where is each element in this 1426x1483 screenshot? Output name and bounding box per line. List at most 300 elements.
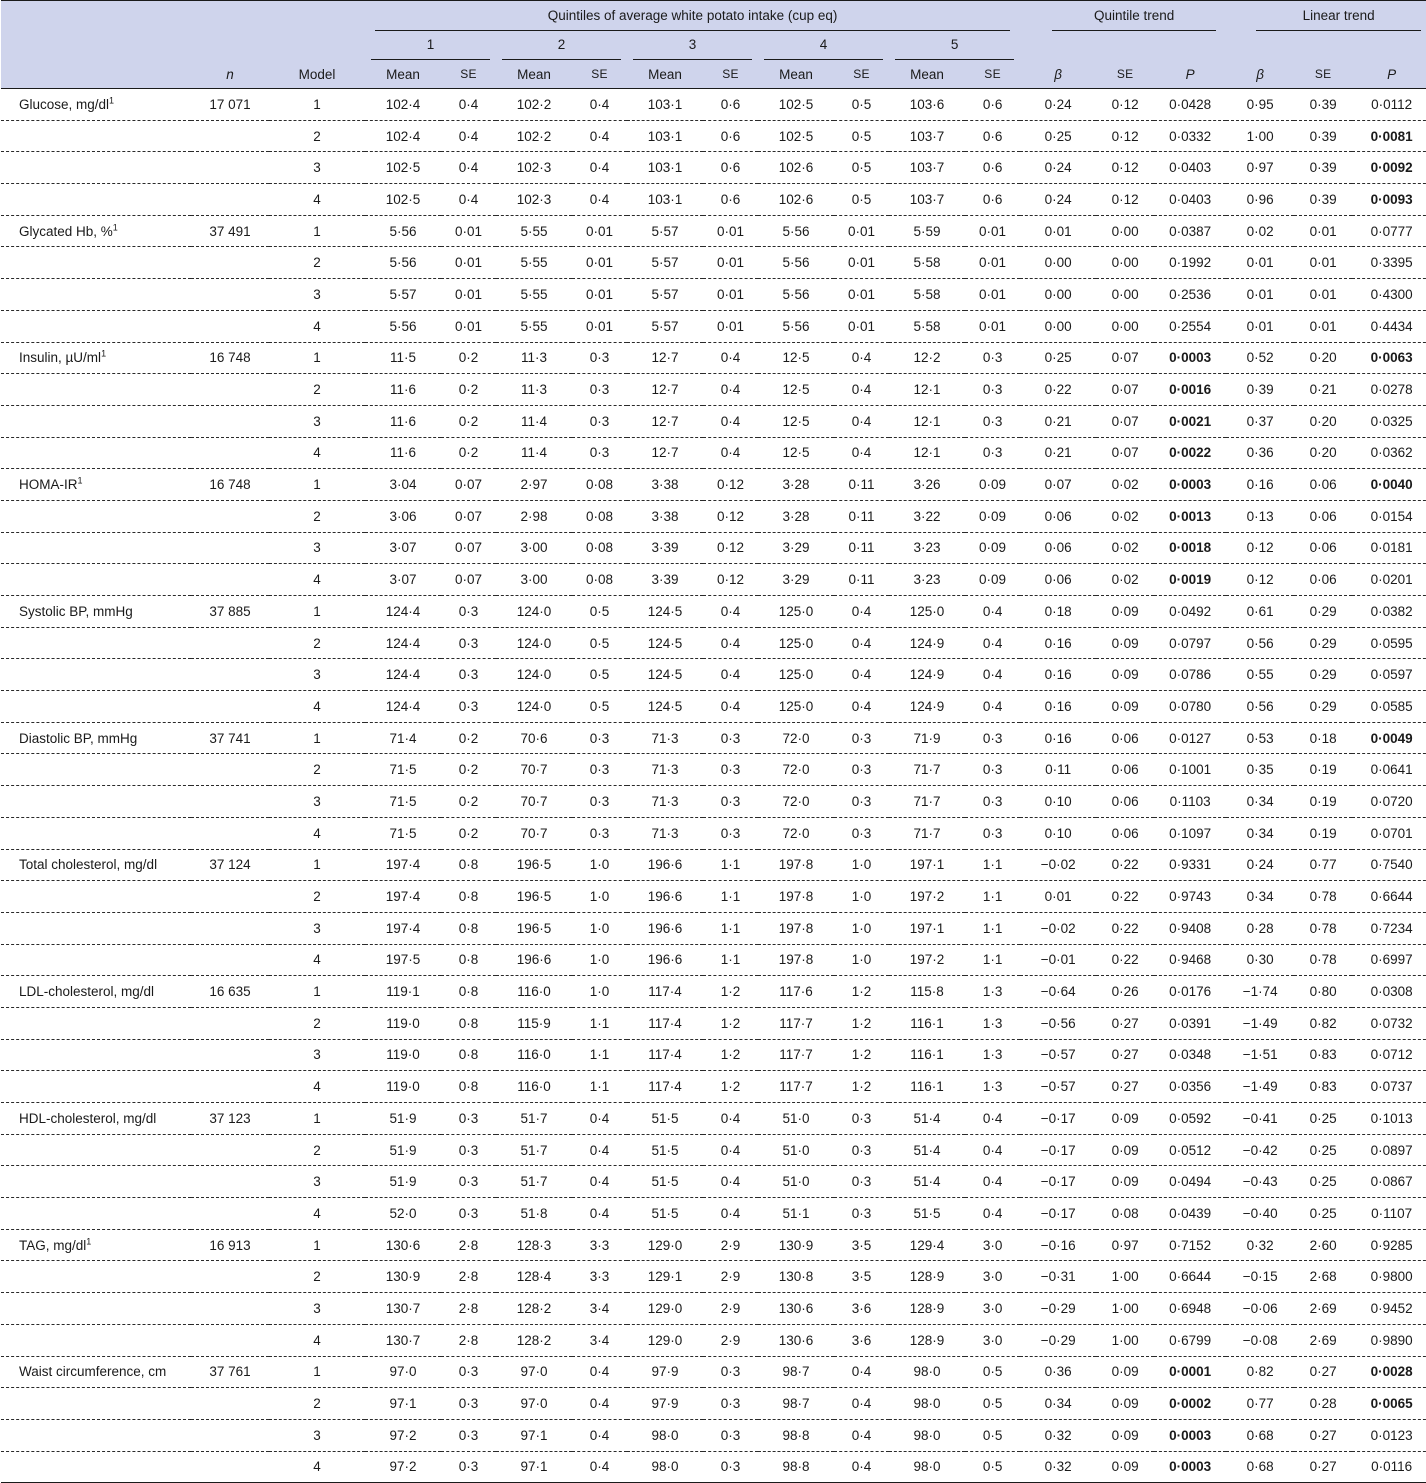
variable-label bbox=[1, 247, 191, 279]
value-cell: 0·25 bbox=[1309, 1142, 1337, 1158]
value-cell: 71·7 bbox=[913, 793, 941, 809]
linear-trend-header: Linear trend bbox=[1226, 1, 1426, 32]
value-cell: 0·0585 bbox=[1370, 698, 1413, 714]
value-cell: 1·00 bbox=[1111, 1300, 1139, 1316]
model-cell: 4 bbox=[313, 318, 321, 334]
value-cell: 0·11 bbox=[848, 540, 875, 556]
model-cell: 2 bbox=[313, 508, 321, 524]
value-cell: 0·68 bbox=[1246, 1427, 1274, 1443]
value-cell: 0·01 bbox=[1309, 223, 1337, 239]
value-cell: 117·4 bbox=[648, 1047, 682, 1063]
value-cell: 5·58 bbox=[913, 255, 941, 271]
value-cell: 0·29 bbox=[1309, 698, 1337, 714]
value-cell: −0·16 bbox=[1040, 1237, 1076, 1253]
value-cell: 0·09 bbox=[1111, 635, 1139, 651]
table-row bbox=[1, 976, 1426, 1008]
variable-label bbox=[1, 184, 191, 216]
value-cell: 0·4 bbox=[589, 1459, 610, 1475]
value-cell: 197·8 bbox=[778, 920, 814, 936]
value-cell: 0·32 bbox=[1044, 1459, 1072, 1475]
value-cell: 0·25 bbox=[1044, 350, 1072, 366]
value-cell: 0·0176 bbox=[1169, 984, 1212, 1000]
value-cell: 0·36 bbox=[1246, 445, 1274, 461]
value-cell: 0·3 bbox=[720, 1396, 741, 1412]
value-cell: 0·2 bbox=[458, 762, 479, 778]
value-cell: 0·9468 bbox=[1169, 952, 1212, 968]
value-cell: 0·6799 bbox=[1169, 1332, 1212, 1348]
value-cell: 116·1 bbox=[910, 1079, 944, 1095]
value-cell: 0·0003 bbox=[1169, 350, 1212, 366]
value-cell: 0·06 bbox=[1111, 730, 1139, 746]
value-cell: 102·6 bbox=[778, 191, 814, 207]
value-cell: 130·7 bbox=[385, 1332, 421, 1348]
value-cell: 1·0 bbox=[589, 952, 610, 968]
value-cell: 71·3 bbox=[651, 793, 679, 809]
value-cell: 130·9 bbox=[778, 1237, 814, 1253]
value-cell: 71·5 bbox=[389, 762, 417, 778]
variable-label bbox=[1, 944, 191, 976]
value-cell: 196·6 bbox=[647, 889, 683, 905]
value-cell: 116·0 bbox=[517, 1047, 551, 1063]
value-cell: 124·5 bbox=[647, 667, 683, 683]
model-cell: 3 bbox=[313, 1300, 321, 1316]
value-cell: 97·0 bbox=[389, 1364, 417, 1380]
variable-label bbox=[1, 691, 191, 723]
sample-size-cell bbox=[191, 786, 269, 818]
value-cell: 0·21 bbox=[1044, 445, 1072, 461]
value-cell: 71·7 bbox=[913, 825, 941, 841]
sample-size-cell bbox=[191, 437, 269, 469]
value-cell: 2·69 bbox=[1309, 1300, 1337, 1316]
value-cell: 0·22 bbox=[1111, 857, 1139, 873]
value-cell: 0·3 bbox=[589, 413, 610, 429]
value-cell: 0·1103 bbox=[1169, 793, 1211, 809]
value-cell: 0·5 bbox=[851, 128, 872, 144]
value-cell: 130·6 bbox=[385, 1237, 421, 1253]
value-cell: 0·11 bbox=[848, 508, 875, 524]
value-cell: 0·3 bbox=[982, 793, 1003, 809]
value-cell: 0·0780 bbox=[1169, 698, 1212, 714]
model-cell: 1 bbox=[313, 1237, 321, 1253]
value-cell: 0·4 bbox=[589, 1396, 610, 1412]
table-body bbox=[1, 89, 1426, 1483]
value-cell: 0·4 bbox=[720, 1142, 741, 1158]
value-cell: 12·1 bbox=[913, 445, 941, 461]
value-cell: 124·4 bbox=[385, 698, 421, 714]
value-cell: 0·4 bbox=[851, 350, 872, 366]
value-cell: 1·1 bbox=[589, 1079, 610, 1095]
sample-size-cell bbox=[191, 1388, 269, 1420]
value-cell: 0·00 bbox=[1044, 286, 1072, 302]
value-cell: 0·29 bbox=[1309, 603, 1337, 619]
value-cell: 3·5 bbox=[851, 1237, 872, 1253]
variable-label bbox=[1, 564, 191, 596]
table-row bbox=[1, 722, 1426, 754]
value-cell: 1·0 bbox=[851, 920, 872, 936]
value-cell: 0·01 bbox=[454, 223, 483, 239]
value-cell: 0·01 bbox=[979, 318, 1007, 334]
value-cell: 51·4 bbox=[913, 1174, 941, 1190]
value-cell: −0·01 bbox=[1040, 952, 1076, 968]
value-cell: 0·8 bbox=[458, 889, 479, 905]
table-row bbox=[1, 1039, 1426, 1071]
value-cell: 3·29 bbox=[782, 540, 810, 556]
sample-size-cell: 16 748 bbox=[209, 350, 251, 366]
value-cell: 12·2 bbox=[913, 350, 941, 366]
value-cell: 0·06 bbox=[1309, 508, 1337, 524]
table-row bbox=[1, 659, 1426, 691]
value-cell: 0·02 bbox=[1111, 508, 1139, 524]
value-cell: 197·4 bbox=[385, 889, 421, 905]
table-row bbox=[1, 944, 1426, 976]
value-cell: −1·49 bbox=[1242, 1079, 1278, 1095]
table-row bbox=[1, 786, 1426, 818]
variable-label bbox=[1, 279, 191, 311]
value-cell: 0·95 bbox=[1246, 96, 1274, 112]
value-cell: 0·01 bbox=[1309, 318, 1337, 334]
value-cell: 0·09 bbox=[1111, 1459, 1139, 1475]
value-cell: 51·0 bbox=[782, 1142, 810, 1158]
value-cell: 2·68 bbox=[1309, 1269, 1337, 1285]
variable-label bbox=[1, 310, 191, 342]
value-cell: 5·56 bbox=[782, 223, 810, 239]
value-cell: 0·4434 bbox=[1370, 318, 1413, 334]
value-cell: 116·1 bbox=[910, 1047, 944, 1063]
value-cell: 0·11 bbox=[848, 572, 875, 588]
p-column-header: P bbox=[1154, 60, 1226, 89]
value-cell: 0·06 bbox=[1309, 477, 1337, 493]
value-cell: 0·12 bbox=[1246, 572, 1274, 588]
value-cell: 129·0 bbox=[647, 1332, 683, 1348]
value-cell: 5·56 bbox=[782, 318, 810, 334]
model-cell: 2 bbox=[313, 128, 321, 144]
value-cell: 197·4 bbox=[385, 920, 421, 936]
value-cell: 0·0325 bbox=[1370, 413, 1413, 429]
variable-label: LDL-cholesterol, mg/dl bbox=[19, 984, 155, 1000]
table-row bbox=[1, 310, 1426, 342]
value-cell: 0·01 bbox=[454, 286, 483, 302]
model-cell: 2 bbox=[313, 1396, 321, 1412]
value-cell: 124·5 bbox=[647, 635, 683, 651]
value-cell: 0·4 bbox=[589, 1174, 610, 1190]
value-cell: 0·4 bbox=[458, 160, 479, 176]
table-row bbox=[1, 754, 1426, 786]
value-cell: 0·4 bbox=[851, 1364, 872, 1380]
table-row bbox=[1, 1229, 1426, 1261]
value-cell: 0·3 bbox=[851, 1142, 872, 1158]
value-cell: 0·0712 bbox=[1370, 1047, 1413, 1063]
table-row bbox=[1, 1198, 1426, 1230]
table-row bbox=[1, 405, 1426, 437]
value-cell: 0·0308 bbox=[1370, 984, 1413, 1000]
table-row bbox=[1, 1356, 1426, 1388]
sample-size-cell bbox=[191, 500, 269, 532]
value-cell: 1·0 bbox=[589, 920, 610, 936]
value-cell: 0·2 bbox=[458, 825, 479, 841]
se-column-header: SE bbox=[572, 60, 627, 89]
value-cell: 128·2 bbox=[516, 1332, 552, 1348]
value-cell: 125·0 bbox=[778, 635, 814, 651]
value-cell: 197·1 bbox=[909, 857, 945, 873]
value-cell: 0·01 bbox=[847, 318, 876, 334]
model-cell: 1 bbox=[313, 984, 321, 1000]
variable-label bbox=[1, 437, 191, 469]
value-cell: 103·7 bbox=[909, 128, 945, 144]
value-cell: 0·0797 bbox=[1169, 635, 1212, 651]
value-cell: −0·31 bbox=[1040, 1269, 1076, 1285]
value-cell: 5·56 bbox=[782, 286, 810, 302]
value-cell: 0·0428 bbox=[1169, 96, 1212, 112]
value-cell: 102·3 bbox=[516, 160, 552, 176]
value-cell: 1·0 bbox=[589, 889, 610, 905]
value-cell: 1·1 bbox=[720, 920, 741, 936]
table-row bbox=[1, 1451, 1426, 1483]
value-cell: −0·02 bbox=[1040, 857, 1076, 873]
value-cell: 0·32 bbox=[1246, 1237, 1274, 1253]
quintile-trend-header: Quintile trend bbox=[1020, 1, 1226, 32]
value-cell: −0·29 bbox=[1040, 1300, 1076, 1316]
value-cell: 0·08 bbox=[585, 572, 614, 588]
value-cell: 5·57 bbox=[651, 223, 679, 239]
value-cell: 0·77 bbox=[1309, 857, 1337, 873]
value-cell: 0·01 bbox=[585, 318, 614, 334]
value-cell: 0·0332 bbox=[1169, 128, 1212, 144]
value-cell: 0·25 bbox=[1309, 1110, 1337, 1126]
value-cell: 0·12 bbox=[1111, 96, 1139, 112]
value-cell: 197·2 bbox=[909, 889, 945, 905]
sample-size-cell bbox=[191, 1166, 269, 1198]
value-cell: 0·4 bbox=[589, 160, 610, 176]
value-cell: 0·2536 bbox=[1169, 286, 1212, 302]
value-cell: 102·5 bbox=[778, 96, 814, 112]
value-cell: 0·39 bbox=[1246, 382, 1274, 398]
value-cell: 0·0387 bbox=[1169, 223, 1212, 239]
value-cell: 2·9 bbox=[720, 1237, 741, 1253]
value-cell: 0·4 bbox=[851, 1396, 872, 1412]
value-cell: 102·5 bbox=[385, 160, 421, 176]
variable-label bbox=[1, 152, 191, 184]
value-cell: 0·77 bbox=[1246, 1396, 1274, 1412]
sample-size-cell bbox=[191, 881, 269, 913]
value-cell: 0·82 bbox=[1246, 1364, 1274, 1380]
sample-size-cell: 37 761 bbox=[209, 1364, 251, 1380]
value-cell: 103·7 bbox=[909, 191, 945, 207]
value-cell: 1·1 bbox=[982, 920, 1003, 936]
model-cell: 3 bbox=[313, 667, 321, 683]
value-cell: 0·2 bbox=[458, 445, 479, 461]
value-cell: 0·4 bbox=[589, 1427, 610, 1443]
value-cell: 0·24 bbox=[1044, 96, 1072, 112]
sample-size-cell bbox=[191, 374, 269, 406]
value-cell: 98·8 bbox=[782, 1459, 810, 1475]
sample-size-cell bbox=[191, 564, 269, 596]
value-cell: 0·56 bbox=[1246, 635, 1274, 651]
value-cell: 129·0 bbox=[647, 1237, 683, 1253]
sample-size-cell bbox=[191, 1198, 269, 1230]
mean-column-header: Mean bbox=[496, 60, 572, 89]
value-cell: 0·37 bbox=[1246, 413, 1274, 429]
model-cell: 4 bbox=[313, 952, 321, 968]
mean-column-header: Mean bbox=[365, 60, 441, 89]
value-cell: 117·4 bbox=[648, 984, 682, 1000]
variable-label bbox=[1, 1261, 191, 1293]
value-cell: 51·7 bbox=[520, 1142, 548, 1158]
value-cell: 12·7 bbox=[651, 445, 679, 461]
table-row bbox=[1, 1388, 1426, 1420]
value-cell: 0·39 bbox=[1309, 128, 1337, 144]
value-cell: 130·8 bbox=[778, 1269, 814, 1285]
value-cell: −0·06 bbox=[1242, 1300, 1278, 1316]
value-cell: 0·08 bbox=[585, 477, 614, 493]
value-cell: 0·3 bbox=[589, 730, 610, 746]
value-cell: 0·4 bbox=[589, 1205, 610, 1221]
value-cell: 0·7152 bbox=[1169, 1237, 1212, 1253]
value-cell: 128·4 bbox=[516, 1269, 552, 1285]
value-cell: 12·7 bbox=[651, 350, 679, 366]
value-cell: 0·0003 bbox=[1169, 477, 1212, 493]
value-cell: 0·4 bbox=[851, 698, 872, 714]
value-cell: 11·5 bbox=[389, 350, 417, 366]
value-cell: 197·5 bbox=[385, 952, 421, 968]
value-cell: 0·0003 bbox=[1169, 1427, 1212, 1443]
value-cell: 0·9331 bbox=[1169, 857, 1212, 873]
value-cell: 0·0348 bbox=[1169, 1047, 1212, 1063]
value-cell: 0·0867 bbox=[1370, 1174, 1413, 1190]
value-cell: 0·3 bbox=[851, 825, 872, 841]
variable-label bbox=[1, 817, 191, 849]
model-cell: 1 bbox=[313, 223, 321, 239]
value-cell: 0·07 bbox=[1111, 445, 1139, 461]
value-cell: 0·0201 bbox=[1370, 572, 1413, 588]
value-cell: 0·16 bbox=[1044, 667, 1072, 683]
value-cell: 51·0 bbox=[782, 1174, 810, 1190]
value-cell: 0·3 bbox=[982, 762, 1003, 778]
value-cell: 0·22 bbox=[1111, 889, 1139, 905]
value-cell: 0·3 bbox=[982, 413, 1003, 429]
table-row bbox=[1, 279, 1426, 311]
value-cell: 0·0019 bbox=[1169, 572, 1212, 588]
value-cell: 0·4 bbox=[589, 1110, 610, 1126]
value-cell: 0·09 bbox=[1111, 1174, 1139, 1190]
variable-label: HDL-cholesterol, mg/dl bbox=[19, 1110, 157, 1126]
value-cell: 0·34 bbox=[1044, 1396, 1072, 1412]
sample-size-cell: 37 741 bbox=[209, 730, 251, 746]
value-cell: 0·1097 bbox=[1169, 825, 1212, 841]
value-cell: 0·3 bbox=[458, 1174, 479, 1190]
value-cell: 1·3 bbox=[982, 1015, 1003, 1031]
value-cell: 0·20 bbox=[1309, 413, 1337, 429]
value-cell: 0·4 bbox=[982, 698, 1003, 714]
quintile-number-header: 4 bbox=[758, 31, 889, 60]
value-cell: −0·43 bbox=[1242, 1174, 1278, 1190]
model-cell: 2 bbox=[313, 1142, 321, 1158]
value-cell: 3·28 bbox=[782, 477, 810, 493]
value-cell: 0·8 bbox=[458, 1079, 479, 1095]
value-cell: 51·4 bbox=[913, 1142, 941, 1158]
model-cell: 1 bbox=[313, 96, 321, 112]
value-cell: 1·2 bbox=[720, 1015, 741, 1031]
value-cell: 0·2 bbox=[458, 382, 479, 398]
value-cell: 0·78 bbox=[1309, 952, 1337, 968]
value-cell: 1·2 bbox=[851, 984, 872, 1000]
value-cell: 97·0 bbox=[520, 1396, 548, 1412]
value-cell: 197·2 bbox=[909, 952, 945, 968]
value-cell: 196·5 bbox=[516, 889, 552, 905]
value-cell: 0·1013 bbox=[1370, 1110, 1413, 1126]
value-cell: 0·27 bbox=[1111, 1047, 1139, 1063]
value-cell: 125·0 bbox=[909, 603, 945, 619]
variable-label bbox=[1, 1293, 191, 1325]
value-cell: 0·0040 bbox=[1370, 477, 1413, 493]
value-cell: 72·0 bbox=[782, 730, 810, 746]
value-cell: 5·55 bbox=[520, 286, 548, 302]
value-cell: 1·1 bbox=[720, 857, 741, 873]
value-cell: 0·0777 bbox=[1370, 223, 1413, 239]
value-cell: 0·00 bbox=[1111, 223, 1139, 239]
value-cell: 3·00 bbox=[520, 540, 548, 556]
value-cell: 0·29 bbox=[1309, 635, 1337, 651]
value-cell: 0·01 bbox=[1044, 223, 1072, 239]
variable-label: HOMA-$IR^1$ bbox=[19, 475, 83, 493]
value-cell: 5·56 bbox=[389, 318, 417, 334]
value-cell: 1·0 bbox=[851, 952, 872, 968]
value-cell: 0·97 bbox=[1246, 160, 1274, 176]
mean-column-header: Mean bbox=[889, 60, 965, 89]
value-cell: 0·0016 bbox=[1169, 382, 1212, 398]
value-cell: 0·09 bbox=[1111, 1110, 1139, 1126]
value-cell: 0·3 bbox=[589, 382, 610, 398]
model-cell: 3 bbox=[313, 793, 321, 809]
value-cell: 0·01 bbox=[716, 223, 745, 239]
value-cell: 0·0154 bbox=[1370, 508, 1413, 524]
value-cell: −1·49 bbox=[1242, 1015, 1278, 1031]
value-cell: 0·07 bbox=[454, 540, 483, 556]
value-cell: 0·06 bbox=[1044, 572, 1072, 588]
value-cell: 0·27 bbox=[1111, 1015, 1139, 1031]
value-cell: 12·7 bbox=[651, 382, 679, 398]
value-cell: 0·4 bbox=[982, 1142, 1003, 1158]
value-cell: 0·56 bbox=[1246, 698, 1274, 714]
model-cell: 1 bbox=[313, 857, 321, 873]
value-cell: 0·06 bbox=[1309, 540, 1337, 556]
value-cell: 0·09 bbox=[979, 540, 1007, 556]
value-cell: 0·18 bbox=[1309, 730, 1337, 746]
value-cell: 0·12 bbox=[716, 540, 745, 556]
value-cell: 116·0 bbox=[517, 1079, 551, 1095]
variable-label bbox=[1, 1388, 191, 1420]
value-cell: 3·39 bbox=[651, 572, 679, 588]
value-cell: 2·9 bbox=[720, 1269, 741, 1285]
variable-label bbox=[1, 1007, 191, 1039]
value-cell: 72·0 bbox=[782, 825, 810, 841]
value-cell: 0·3 bbox=[720, 762, 741, 778]
quintile-number-header: 2 bbox=[496, 31, 627, 60]
value-cell: 0·4 bbox=[589, 1364, 610, 1380]
table-row bbox=[1, 1103, 1426, 1135]
value-cell: 0·0720 bbox=[1370, 793, 1413, 809]
value-cell: 0·0403 bbox=[1169, 160, 1212, 176]
table-row bbox=[1, 89, 1426, 121]
se-column-header: SE bbox=[834, 60, 889, 89]
value-cell: 0·0013 bbox=[1169, 508, 1212, 524]
value-cell: 102·2 bbox=[516, 96, 552, 112]
variable-label: TAG, $mg/dl^1$ bbox=[19, 1236, 92, 1253]
value-cell: 0·3 bbox=[720, 825, 741, 841]
value-cell: 0·00 bbox=[1111, 255, 1139, 271]
sample-size-cell: 16 913 bbox=[209, 1237, 251, 1253]
value-cell: 128·9 bbox=[909, 1300, 945, 1316]
value-cell: 51·7 bbox=[520, 1110, 548, 1126]
